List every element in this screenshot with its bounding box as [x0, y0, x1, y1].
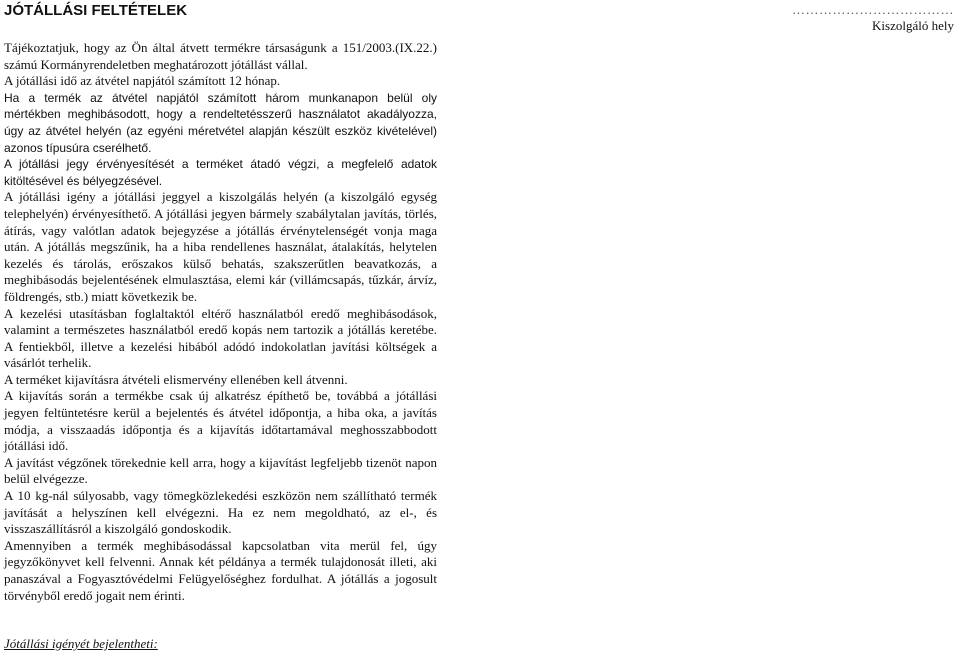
paragraph-claim: A jótállási igény a jótállási jeggyel a kiszolgálás helyén (a kiszolgáló egység telephelyén) érvényesíthető. A jótállási jegyen bármely szabálytalan javítás, törlés, átírás, vagy valótlan adatok bejegyzése a jótállás érvénytelenségét vonja maga után. A jótállás megszűnik, ha a hiba rendellenes használat, átalakítás, helytelen kezelés és tárolás, erőszakos külső behatás, szakszerűtlen beavatkozás, a meghibásodás bejelentésének elmulasztása, elemi kár (villámcsapás, tűzkár, árvíz, földrengés, stb.) miatt következik be.: [4, 189, 437, 304]
paragraph-onsite-repair: A 10 kg-nál súlyosabb, vagy tömegközlekedési eszközön nem szállítható termék javítását a helyszínen kell elvégezni. Ha ez nem megoldható, az el-, és visszaszállításról a kiszolgáló gondoskodik.: [4, 488, 437, 537]
paragraph-dispute: Amennyiben a termék meghibásodással kapcsolatban vita merül fel, úgy jegyzőkönyvet kell felvenni. Annak két példánya a termék tulajdonosát illeti, aki panaszával a Fogyasztóvédelmi Felügyelőséghez fordulhat. A jótállás a jogosult törvényből eredő jogait nem érinti.: [4, 537, 437, 603]
paragraph-repair-time: A javítást végzőnek törekednie kell arra, hogy a kijavítást legfeljebb tizenöt napon belül elvégezze.: [4, 454, 437, 487]
paragraph-intro: Tájékoztatjuk, hogy az Ön által átvett termékre társaságunk a 151/2003.(IX.22.) számú Kormányrendeletben meghatározott jótállást vállal.: [4, 40, 437, 72]
warranty-text-column: [4, 40, 437, 604]
paragraph-validation: A jótállási jegy érvényesítését a terméket átadó végzi, a megfelelő adatok kitöltésével és bélyegzésével.: [4, 157, 437, 188]
page-title: JÓTÁLLÁSI FELTÉTELEK: [4, 2, 188, 19]
claim-submission-label: Jótállási igényét bejelentheti:: [4, 636, 158, 651]
paragraph-replacement: Ha a termék az átvétel napjától számított három munkanapon belül oly mértékben meghibásodott, hogy a rendeltetésszerű használatot akadályozza, úgy az átvétel helyén (az egyéni méretvétel alapján készült eszköz kivételével) azonos típusúra cserélhető.: [4, 90, 437, 155]
paragraph-receipt: A terméket kijavításra átvételi elismervény ellenében kell átvenni.: [4, 371, 348, 387]
signature-block: [790, 2, 954, 34]
signature-line: ………………………………: [792, 2, 954, 17]
paragraph-repair-parts: A kijavítás során a termékbe csak új alkatrész építhető be, továbbá a jótállási jegyen feltüntetésre kerül a bejelentés és átvétel időpontja, a hiba oka, a javítás módja, a visszaadás időpontja és a kijavítás időtartamával meghosszabbodott jótállási idő.: [4, 388, 437, 454]
paragraph-exclusions: A kezelési utasításban foglaltaktól eltérő használatból eredő meghibásodások, valamint a természetes használatból eredő kopás nem tartozik a jótállás keretébe. A fentiekből, illetve a kezelési hibából adódó indokolatlan javítási költségek a vásárlót terhelik.: [4, 305, 437, 371]
paragraph-warranty-period: A jótállási idő az átvétel napjától számított 12 hónap.: [4, 73, 281, 89]
signature-label: Kiszolgáló hely: [872, 18, 954, 33]
